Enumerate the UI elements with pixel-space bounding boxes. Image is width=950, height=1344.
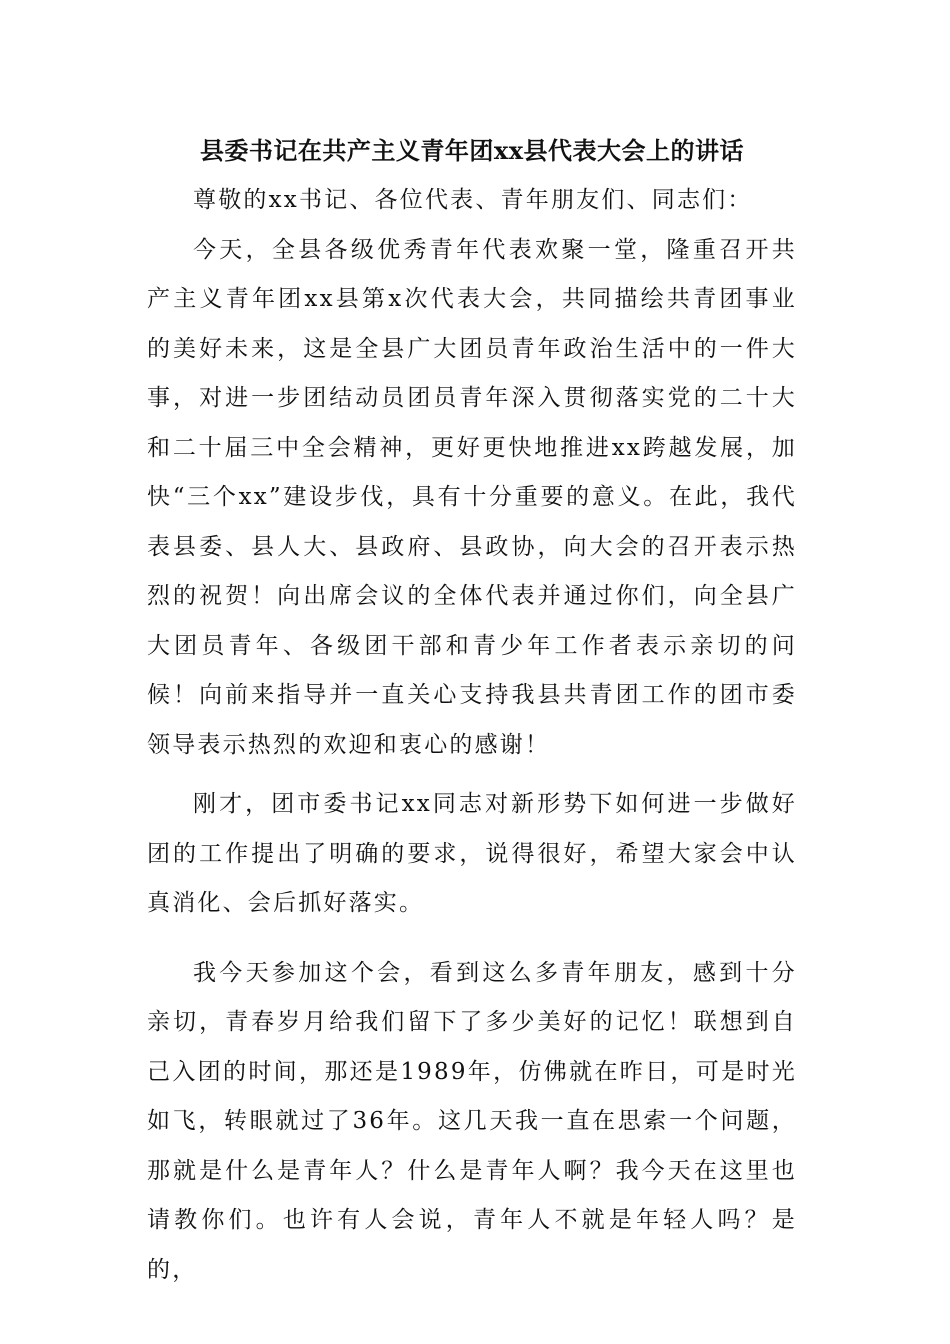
document-body (147, 126, 797, 1295)
paragraph-reflection: 我今天参加这个会，看到这么多青年朋友，感到十分亲切，青春岁月给我们留下了多少美好的记忆！联想到自己入团的时间，那还是1989年，仿佛就在昨日，可是时光如飞，转眼就过了36年。这几天我一直在思索一个问题，那就是什么是青年人？什么是青年人啊？我今天在这里也请教你们。也许有人会说，青年人不就是年轻人吗？是的， (147, 959, 797, 1283)
document-title: 县委书记在共产主义青年团xx县代表大会上的讲话 (199, 136, 745, 165)
paragraph-remarks: 刚才，团市委书记xx同志对新形势下如何进一步做好团的工作提出了明确的要求，说得很好，希望大家会中认真消化、会后抓好落实。 (147, 791, 797, 916)
paragraph-opening: 今天，全县各级优秀青年代表欢聚一堂，隆重召开共产主义青年团xx县第x次代表大会，共同描绘共青团事业的美好未来，这是全县广大团员青年政治生活中的一件大事，对进一步团结动员团员青年深入贯彻落实党的二十大和二十届三中全会精神，更好更快地推进xx跨越发展，加快“三个xx”建设步伐，具有十分重要的意义。在此，我代表县委、县人大、县政府、县政协，向大会的召开表示热烈的祝贺！向出席会议的全体代表并通过你们，向全县广大团员青年、各级团干部和青少年工作者表示亲切的问候！向前来指导并一直关心支持我县共青团工作的团市委领导表示热烈的欢迎和衷心的感谢！ (147, 236, 797, 758)
greeting-line: 尊敬的xx书记、各位代表、青年朋友们、同志们： (193, 187, 753, 213)
